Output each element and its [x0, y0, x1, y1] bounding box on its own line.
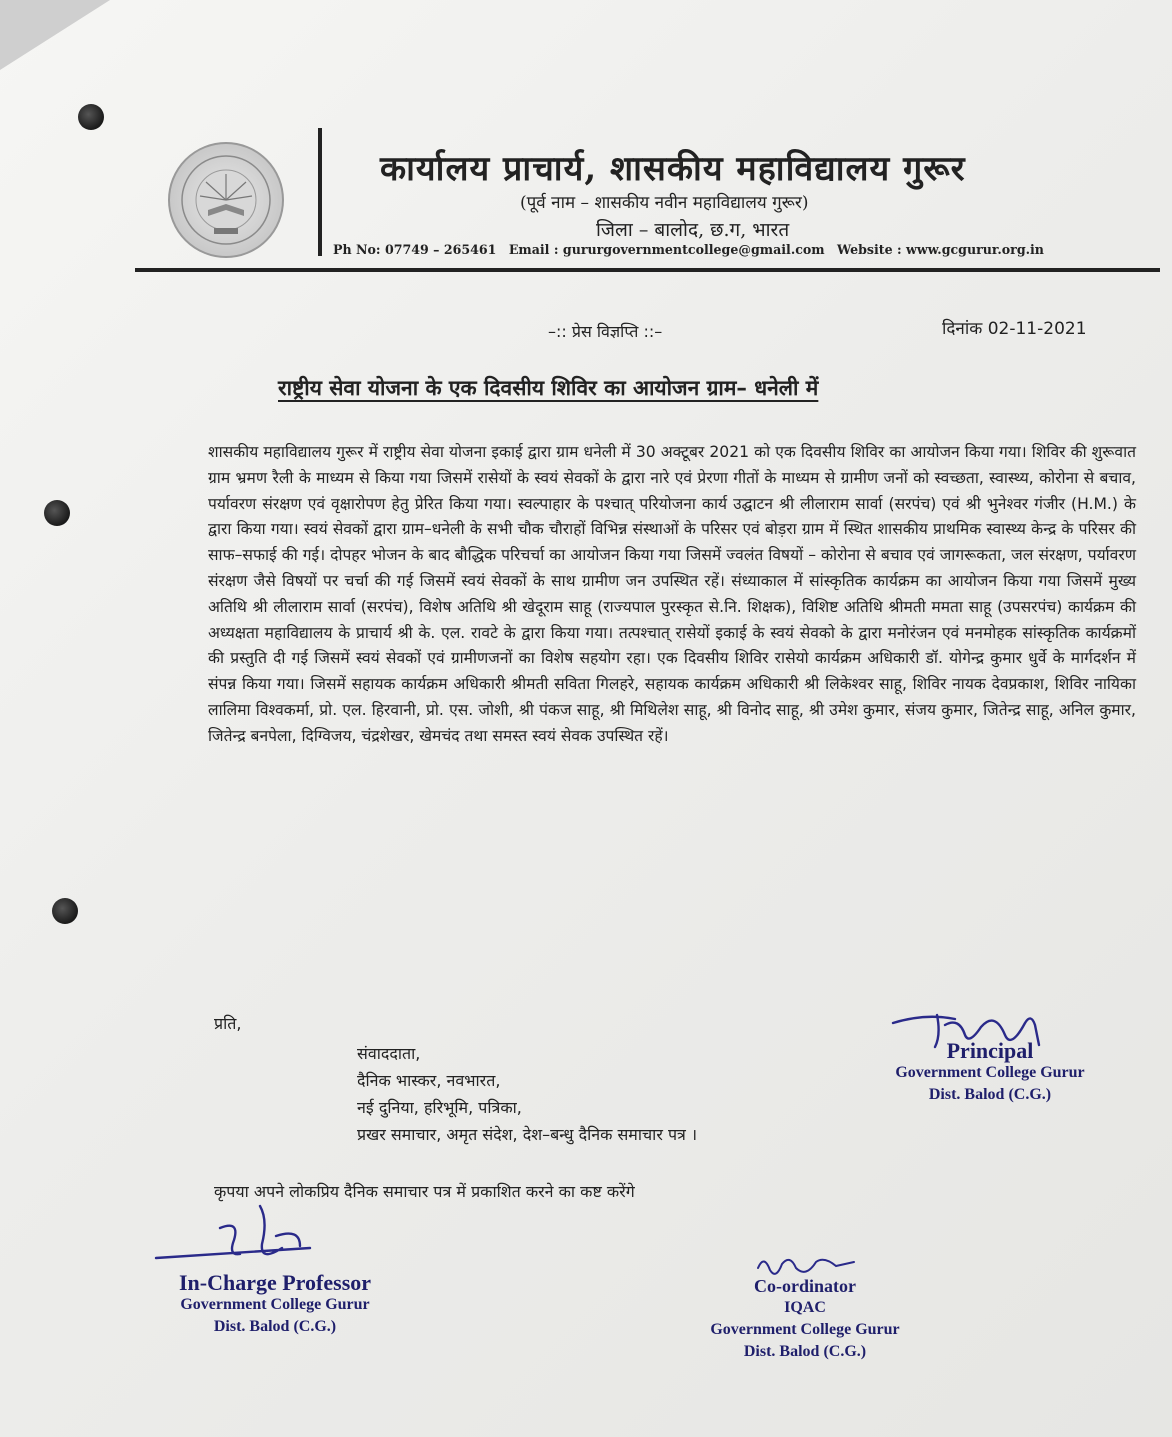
letterhead-vertical-rule [318, 128, 322, 256]
punch-hole-icon [44, 500, 70, 526]
letterhead-district: जिला – बालोद, छ.ग, भारत [596, 219, 790, 241]
recipient-line: नई दुनिया, हरिभूमि, पत्रिका, [357, 1098, 522, 1117]
page-corner-fold [0, 0, 110, 70]
principal-stamp [860, 1040, 1120, 1106]
recipient-line: दैनिक भास्कर, नवभारत, [357, 1071, 501, 1090]
coordinator-stamp [680, 1275, 930, 1363]
coordinator-college: Government College Gurur [710, 1321, 900, 1338]
contact-phone: Ph No: 07749 – 265461 [333, 242, 497, 257]
recipient-line: संवाददाता, [357, 1044, 421, 1063]
incharge-signature-icon [150, 1200, 350, 1270]
incharge-title: In-Charge Professor [178, 1270, 372, 1295]
coordinator-title: Co-ordinator [754, 1276, 856, 1296]
incharge-college: Government College Gurur [180, 1296, 370, 1313]
contact-email: Email : gururgovernmentcollege@gmail.com [508, 242, 825, 257]
press-release-body: शासकीय महाविद्यालय गुरूर में राष्ट्रीय सेवा योजना इकाई द्वारा ग्राम धनेली में 30 अक्टूबर 2021 को एक दिवसीय शिविर का आयोजन किया गया। शिविर की शुरूवात ग्राम भ्रमण रैली के माध्यम से किया गया जिसमें रासेयों के स्वयं सेवकों के द्वारा नारे एवं प्रेरणा गीतों के माध्यम से ग्रामीण जनों को स्वच्छता, स्वास्थ्य, कोरोना से बचाव, पर्यावरण संरक्षण एवं वृक्षारोपण हेतु प्रेरित किया गया। स्वल्पाहार के पश्चात् परियोजना कार्य उद्घाटन श्री लीलाराम सार्वा (सरपंच) एवं श्री भुनेश्वर गंजीर (H.M.) के द्वारा किया गया। स्वयं सेवकों द्वारा ग्राम–धनेली के सभी चौक चौराहों विभिन्न संस्थाओं के परिसर एवं बोड़रा ग्राम में स्थित शासकीय प्राथमिक स्वास्थ्य केन्द्र के परिसर की साफ–सफाई की गई। दोपहर भोजन के बाद बौद्धिक परिचर्चा का आयोजन किया गया जिसमें ज्वलंत विषयों – कोरोना से बचाव एवं जागरूकता, जल संरक्षण, पर्यावरण संरक्षण जैसे विषयों पर चर्चा की गई जिसमें स्वयं सेवकों के साथ ग्रामीण जन उपस्थित रहें। संध्याकाल में सांस्कृतिक कार्यक्रम का आयोजन किया गया जिसमें मुख्य अतिथि श्री लीलाराम सार्वा (सरपंच), विशेष अतिथि श्री खेदूराम साहू (राज्यपाल पुरस्कृत से.नि. शिक्षक), विशिष्ट अतिथि श्रीमती ममता साहू (उपसरपंच) कार्यक्रम की अध्यक्षता महाविद्यालय के प्राचार्य श्री के. एल. रावटे के द्वारा किया गया। तत्पश्चात् रासेयों इकाई के स्वयं सेवको के द्वारा मनोरंजन एवं मनमोहक सांस्कृतिक कार्यक्रमों की प्रस्तुति दी गई जिसमें स्वयं सेवकों एवं ग्रामीणजनों का विशेष सहयोग रहा। एक दिवसीय शिविर रासेयो कार्यक्रम अधिकारी डॉ. योगेन्द्र कुमार धुर्वे के मार्गदर्शन में संपन्न किया गया। जिसमें सहायक कार्यक्रम अधिकारी श्रीमती सविता गिलहरे, सहायक कार्यक्रम अधिकारी श्री लिकेश्वर साहू, शिविर नायक देवप्रकाश, शिविर नायिका लालिमा विश्वकर्मा, प्रो. एल. हिरवानी, प्रो. एस. जोशी, श्री पंकज साहू, श्री मिथिलेश साहू, श्री विनोद साहू, श्री उमेश कुमार, संजय कुमार, जितेन्द्र साहू, अनिल कुमार, जितेन्द्र बनपेला, दिग्विजय, चंद्रशेखर, खेमचंद तथा समस्त स्वयं सेवक उपस्थित रहें। [208, 443, 1136, 745]
incharge-district: Dist. Balod (C.G.) [213, 1318, 337, 1335]
recipient-line: प्रखर समाचार, अमृत संदेश, देश–बन्धु दैनिक समाचार पत्र । [357, 1125, 698, 1144]
college-logo-graphic [170, 144, 282, 256]
letterhead-title: कार्यालय प्राचार्य, शासकीय महाविद्यालय गुरूर [380, 149, 966, 189]
principal-title: Principal [946, 1038, 1034, 1063]
press-release-headline: राष्ट्रीय सेवा योजना के एक दिवसीय शिविर का आयोजन ग्राम– धनेली में [278, 376, 819, 400]
coordinator-district: Dist. Balod (C.G.) [743, 1343, 867, 1360]
punch-hole-icon [78, 104, 104, 130]
letterhead-former-name: (पूर्व नाम – शासकीय नवीन महाविद्यालय गुरूर) [520, 193, 809, 213]
letterhead-contact-line [333, 242, 1163, 257]
incharge-stamp [140, 1272, 410, 1338]
principal-college: Government College Gurur [895, 1064, 1085, 1081]
letterhead-horizontal-rule [135, 268, 1160, 272]
college-logo-emblem [168, 142, 284, 258]
recipient-list [357, 1040, 697, 1148]
contact-website: Website : www.gcgurur.org.in [837, 242, 1044, 257]
punch-hole-icon [52, 898, 78, 924]
publication-request: कृपया अपने लोकप्रिय दैनिक समाचार पत्र में प्रकाशित करने का कष्ट करेंगे [214, 1182, 635, 1201]
letter-date: दिनांक 02-11-2021 [942, 319, 1087, 339]
press-release-label: –:: प्रेस विज्ञप्ति ::– [548, 322, 663, 341]
coordinator-unit: IQAC [784, 1299, 826, 1316]
principal-district: Dist. Balod (C.G.) [928, 1086, 1052, 1103]
recipient-label: प्रति, [214, 1014, 242, 1033]
